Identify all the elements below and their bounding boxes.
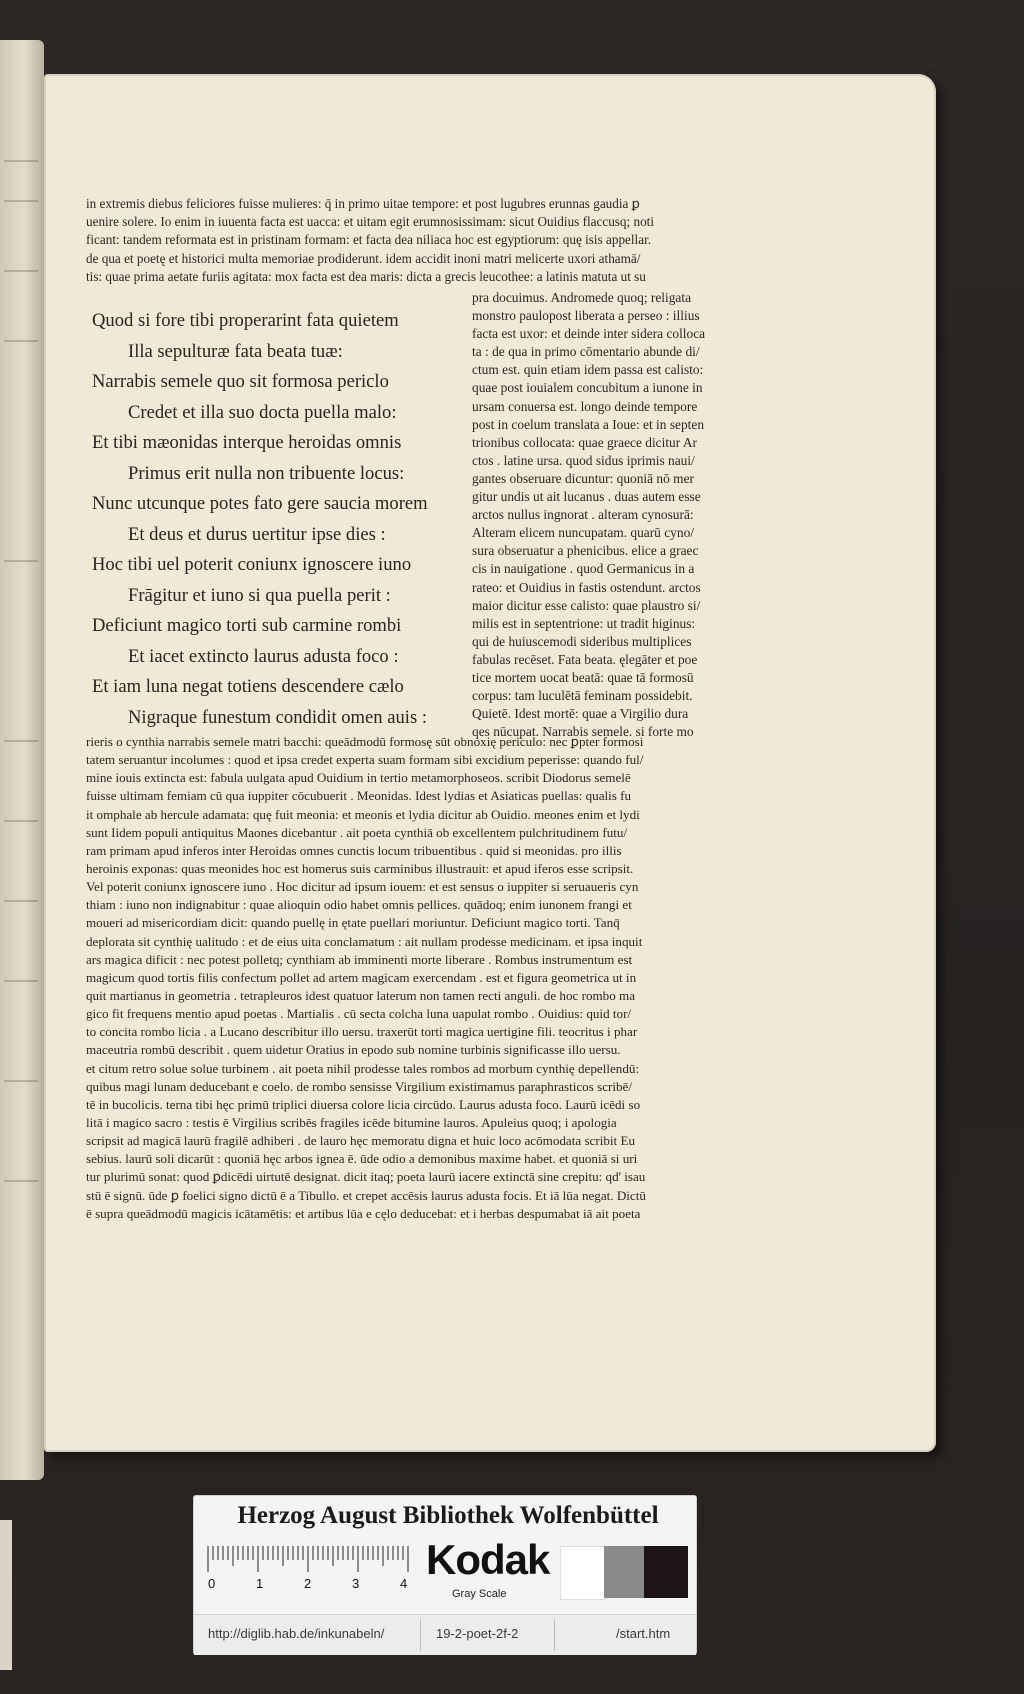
text-line: ram primam apud inferos inter Heroidas omnes cunctis locum tribuentibus . quid si meonidas. pro illis (86, 842, 622, 858)
text-line: tatem seruantur incolumes : quod et ipsa credet experta suam formam sibi excidium peperisse: quando ful/ (86, 752, 644, 768)
text-line: tice mortem uocat beatā: quae tā formosū (472, 669, 694, 685)
text-line: rieris o cynthia narrabis semele matri bacchi: queādmodū formosę sūt obnoxię periculo: nec ꝑpter formosi (86, 734, 644, 749)
shelfmark: 19-2-poet-2f-2 (436, 1626, 519, 1641)
text-line: magicum quod tortis filis confectum pollet ad artem magicam exercendam . est et figura geometrica ut in (86, 969, 637, 985)
verse-line: Nigraque funestum condidit omen auis : (128, 706, 427, 728)
verse-line: Hoc tibi uel poterit coniunx ignoscere iuno (92, 554, 412, 575)
bleed-through-mark (4, 900, 38, 902)
verse-line: Et tibi mæonidas interque heroidas omnis (92, 432, 402, 453)
text-line: heroinis exponas: quas meonides hoc est homerus suis carminibus illustrauit: et apud iferos esse scripsit. (86, 860, 634, 876)
text-line: tur plurimū sonat: quod ꝑdicēdi uirtutē designat. dicit itaq; poeta laurū iacere extinctā sine crepitu: qd' isau (86, 1169, 646, 1185)
text-line: mine iouis extincta est: fabula uulgata apud Ouidium in tertio metamorphoseos. scribit Diodorus semelē (86, 770, 631, 786)
page-link: /start.htm (616, 1626, 671, 1641)
text-line: rateo: et Ouidius in fastis ostendunt. arctos (472, 579, 701, 595)
text-line: tē in bucolicis. terna tibi hęc primū triplici diuersa colore licia circūdo. Laurus adusta foco. Laurū icēdi so (86, 1096, 641, 1112)
bleed-through-mark (4, 820, 38, 822)
top-prose-block (86, 195, 906, 286)
ruler-number: 3 (352, 1576, 360, 1591)
text-line: gitur undis ut ait lucanus . duas autem esse (472, 489, 701, 505)
bleed-through-mark (4, 270, 38, 272)
bleed-through-mark (4, 340, 38, 342)
text-line: ficant: tandem reformata est in pristinam formam: et facta dea niliaca hoc est egyptiorum: quę isis appellar. (86, 232, 652, 248)
text-line: ctum est. quin etiam idem passa est calisto: (472, 362, 704, 378)
verse-line: Et deus et durus uertitur ipse dies : (128, 523, 386, 545)
text-line: uenire solere. Io enim in iuuenta facta est uacca: et uitam egit erumnosissimam: sicut Ouidius flaccusq; noti (86, 214, 654, 230)
verse-block (92, 306, 462, 733)
text-line: trionibus collocata: quae graece dicitur Ar (472, 434, 697, 450)
facing-page-edge (0, 40, 44, 1480)
text-line: pra docuimus. Andromede quoq; religata (472, 290, 692, 305)
text-line: quit martianus in geometria . tetrapleuros idest quatuor laterum non tamen recti anguli. de hoc rombo ma (86, 987, 636, 1003)
facing-page-strip (0, 1520, 12, 1670)
text-line: gantes obseruare dicuntur: quoniā nō mer (472, 470, 694, 486)
scale-ruler (206, 1544, 420, 1590)
verse-line: Et iam luna negat totiens descendere cælo (92, 676, 404, 697)
text-line: Quietē. Idest mortē: quae a Virgilio dura (472, 706, 689, 722)
commentary-block (86, 733, 906, 1223)
color-target-card (194, 1496, 696, 1654)
text-line: de qua et poetę et historici multa memoriae prodiderunt. idem accidit inoni matri melicerte uxori athamā/ (86, 250, 641, 266)
text-line: sebius. laurū soli dicarūt : quoniā hęc arbos ignea ē. ūde odio a demonibus maxime habet. et quoniā si uri (86, 1151, 638, 1167)
text-line: tis: quae prima aetate furiis agitata: mox facta est dea maris: dicta a grecis leucothee: a latinis matuta ut su (86, 268, 646, 284)
text-line: ctos . latine ursa. quod sidus iprimis naui/ (472, 452, 695, 468)
bleed-through-mark (4, 200, 38, 202)
text-line: quae post iouialem concubitum a iunone in (472, 380, 703, 396)
bleed-through-mark (4, 560, 38, 562)
text-line: qes nūcupat. Narrabis semele. si forte mo (472, 724, 694, 740)
gray-swatch (604, 1546, 644, 1598)
text-line: maceutria rombū describit . quem uidetur Oratius in epodo sub nomine turbinis significasse illo uersu. (86, 1042, 621, 1058)
text-line: milis est in septentrione: ut tradit higinus: (472, 615, 696, 631)
bleed-through-mark (4, 1180, 38, 1182)
text-line: ursam conuersa est. longo deinde tempore (472, 398, 698, 414)
text-line: scripsit ad magicā laurū fragilē adhiberi . de lauro hęc memoratu digna et huic loco acōmodata scribit Eu (86, 1133, 636, 1149)
verse-line: Et iacet extincto laurus adusta foco : (128, 645, 399, 667)
text-line: qui de huiuscemodi sideribus multiplices (472, 633, 692, 649)
footer-divider (554, 1619, 555, 1651)
ruler-number: 4 (400, 1576, 408, 1591)
verse-line: Credet et illa suo docta puella malo: (128, 401, 397, 423)
text-line: cis in nauigatione . quod Germanicus in a (472, 561, 695, 577)
verse-line: Narrabis semele quo sit formosa periclo (92, 371, 389, 392)
verse-line: Deficiunt magico torti sub carmine rombi (92, 615, 402, 636)
bleed-through-mark (4, 980, 38, 982)
ruler-number: 2 (304, 1576, 312, 1591)
text-line: arctos nullus ingnorat . alteram cynosurā: (472, 507, 694, 523)
text-line: post in coelum translata a Ioue: et in septen (472, 416, 705, 432)
text-line: et citum retro solue solue turbinem . ait poeta nihil prodesse tales rombos ad morbum cynthię depellendū: (86, 1060, 640, 1076)
card-footer (194, 1614, 696, 1655)
text-line: deplorata sit cynthię ualitudo : et de eius uita conclamatum : ait nullam prodesse medicinam. et ipsa inquit (86, 933, 643, 949)
source-url: http://diglib.hab.de/inkunabeln/ (208, 1626, 385, 1641)
verse-line: Frāgitur et iuno si qua puella perit : (128, 584, 391, 606)
institution-title: Herzog August Bibliothek Wolfenbüttel (237, 1502, 659, 1529)
gray-scale-label: Gray Scale (452, 1588, 507, 1600)
text-line: litā i magico sacro : testis ē Virgilius scribēs fragiles icēde bitumine lauros. Apuleius quoq; i apologia (86, 1114, 617, 1130)
text-line: sura obseruatur a phenicibus. elice a graec (472, 543, 699, 559)
verse-line: Primus erit nulla non tribuente locus: (128, 462, 405, 484)
white-swatch (560, 1546, 606, 1600)
bleed-through-mark (4, 1080, 38, 1082)
text-line: stū ē signū. ūde ꝑ foelici signo dictū ē a Tibullo. et crepet accēsis laurus adusta focis. Et iā lūa negat. Dictū (86, 1187, 646, 1203)
text-line: fabulas recēset. Fata beata. ęlegāter et poe (472, 651, 698, 667)
gloss-column (472, 289, 892, 741)
footer-divider (420, 1619, 421, 1651)
text-line: fuisse ultimam femiam cū qua iuppiter cōcubuerit . Meonidas. Idest lydias et Asiaticas puellas: qualis fu (86, 788, 632, 804)
text-line: moueri ad misericordiam dicit: quando puellę in ętate puellari moriuntur. Deficiunt magico torti. Tanq̄ (86, 915, 620, 931)
text-line: ta : de qua in primo cōmentario abunde di/ (472, 344, 700, 360)
text-line: monstro paulopost liberata a perseo : illius (472, 308, 700, 324)
text-line: thiam : iuno non indignabitur : quae alioquin odio habet omnis pellices. quādoq; enim iunonem frangi et (86, 897, 632, 913)
verse-line: Nunc utcunque potes fato gere saucia morem (92, 493, 428, 514)
kodak-logo: Kodak (426, 1536, 550, 1583)
text-line: Alteram elicem nuncupatam. quarū cyno/ (472, 525, 694, 541)
black-swatch (644, 1546, 688, 1598)
ruler-number: 0 (208, 1576, 216, 1591)
text-line: it omphale ab hercule adamata: quę fuit meonia: et meonis et lydia dicitur ab Ouidio. meones enim et lydi (86, 806, 640, 822)
text-line: corpus: tam luculētā feminam possidebit. (472, 688, 693, 704)
text-line: to concita rombo licia . a Lucano describitur illo uersu. traxerūt torti magica uertigine fili. teocritus i phar (86, 1024, 638, 1040)
text-line: maior dicitur esse calisto: quae plaustro si/ (472, 597, 701, 613)
text-line: ē supra queādmodū magicis icātamētis: et artibus lūa e cęlo deducebat: et i herbas despumabat iā ait poeta (86, 1205, 641, 1221)
verse-line: Illa sepulturæ fata beata tuæ: (128, 340, 343, 362)
text-line: Vel poterit coniunx ignoscere iuno . Hoc dicitur ad ipsum iouem: et est sensus o iuppiter si seruaueris cyn (86, 879, 639, 895)
text-line: ars magica dificit : nec potest polletq; cynthiam ab imminenti morte liberare . Rombus instrumentum est (86, 951, 633, 967)
text-line: gico fit frequens mentio apud poetas . Martialis . cū secta colcha luna uapulat rombo . Ouidius: quid tor/ (86, 1006, 632, 1022)
verse-line: Quod si fore tibi properarint fata quietem (92, 310, 399, 331)
text-line: quibus magi lunam deducebant e coelo. de rombo sensisse Virgilium existimamus paraphrasticos scribē/ (86, 1078, 633, 1094)
bleed-through-mark (4, 160, 38, 162)
bleed-through-mark (4, 740, 38, 742)
text-line: facta est uxor: et deinde inter sidera colloca (472, 326, 706, 342)
text-line: sunt Iidem populi antiquitus Maones dicebantur . ait poeta cynthiā ob excellentem pulchritudinem futu/ (86, 824, 628, 840)
ruler-number: 1 (256, 1576, 264, 1591)
text-line: in extremis diebus feliciores fuisse mulieres: q̄ in primo uitae tempore: et post lugubres erunnas gaudia ꝑ (86, 196, 641, 211)
